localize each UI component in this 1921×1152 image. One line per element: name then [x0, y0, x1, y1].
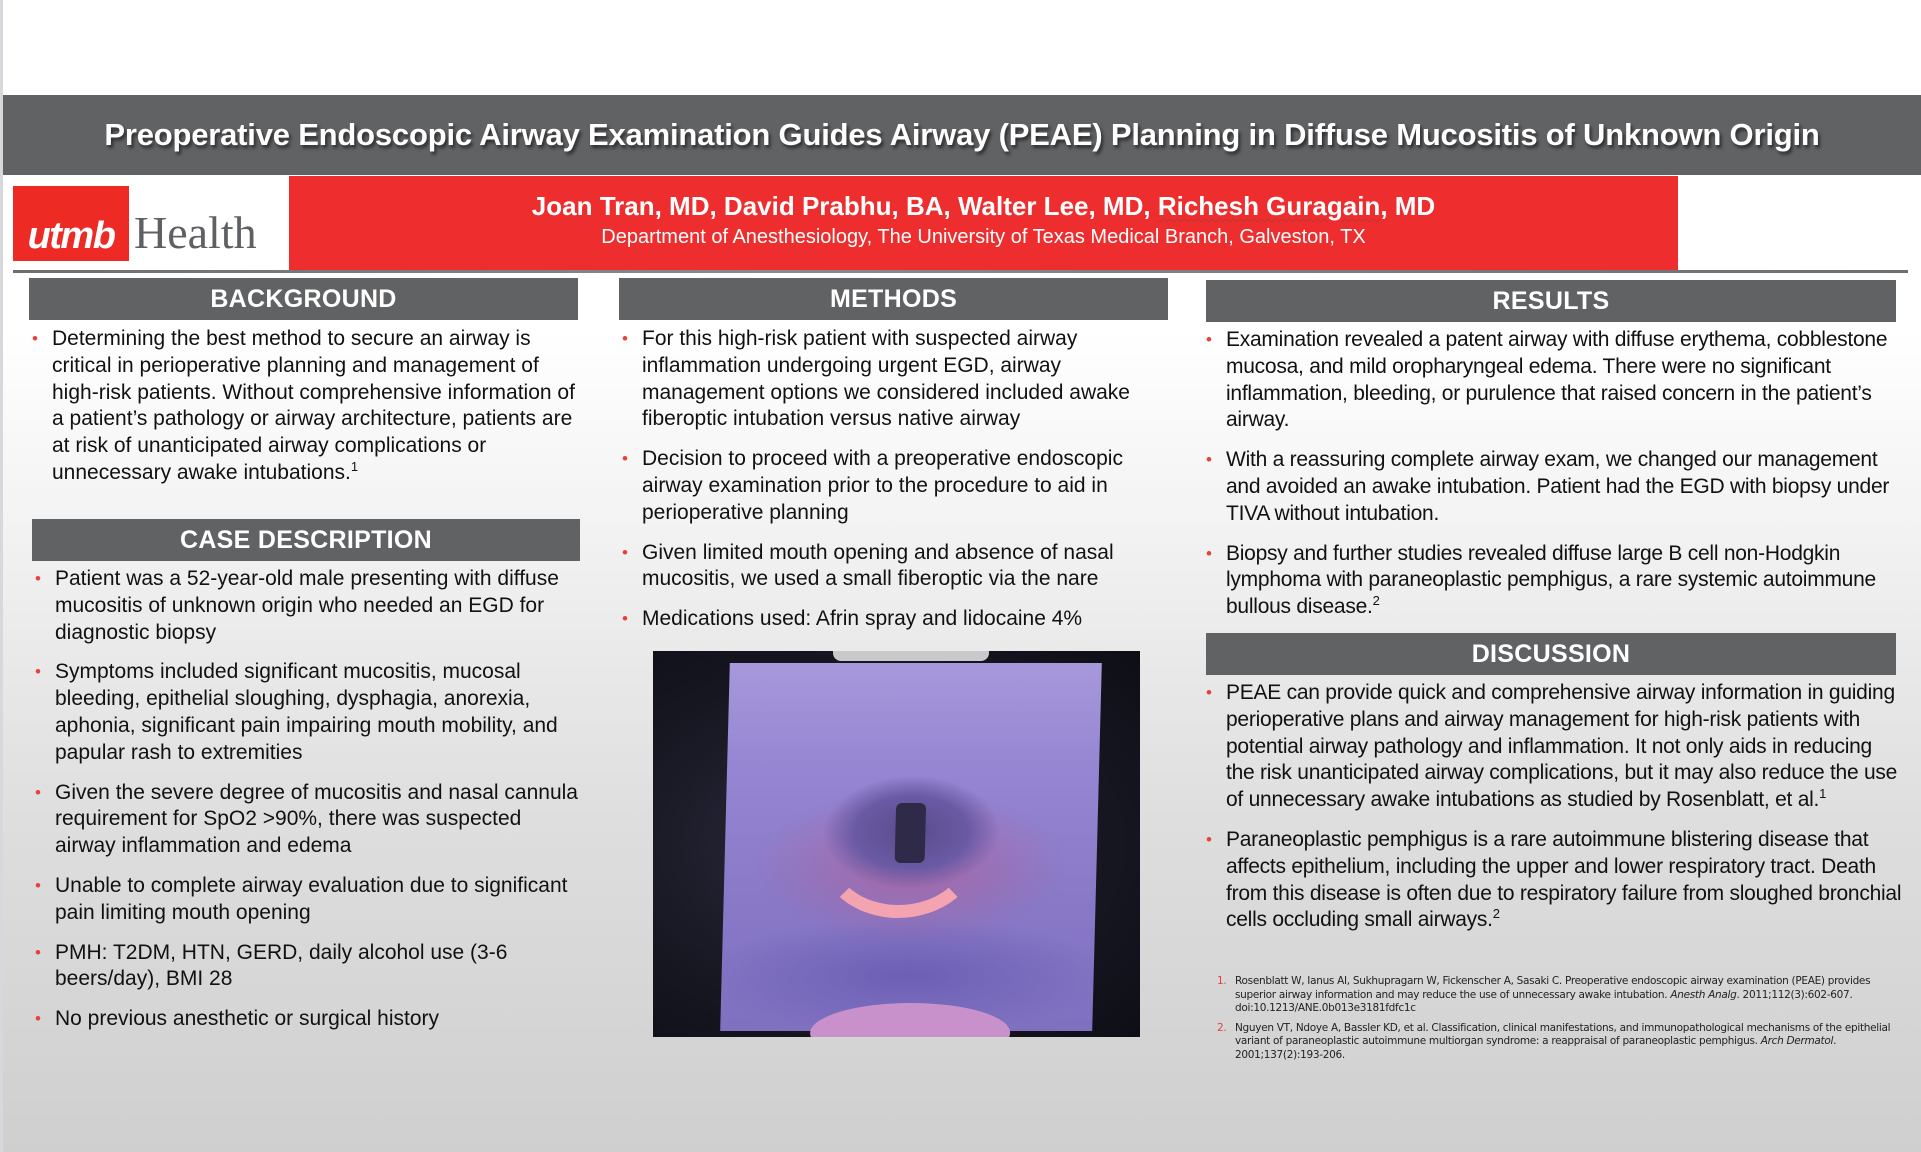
authors-band	[289, 176, 1678, 270]
reference-number: 1.	[1217, 975, 1227, 987]
utmb-logo-mark	[13, 186, 129, 261]
reference-text: Nguyen VT, Ndoye A, Bassler KD, et al. Classification, clinical manifestations, and immunopathological mechanisms of the epithelial variant of paraneoplastic autoimmune multiorgan syndrome: a reappraisal of paraneoplastic pemphigus.	[1235, 1021, 1891, 1047]
references-list	[1213, 975, 1913, 1068]
logo-health-word: Health	[134, 207, 257, 258]
list-item: • No previous anesthetic or surgical history	[34, 1006, 582, 1033]
list-item: • Decision to proceed with a preoperative endoscopic airway examination prior to the procedure to aid in perioperative planning	[621, 446, 1169, 526]
reference-details: . 2011;112(3):602-607. doi:10.1213/ANE.0b013e3181fdfc1c	[1235, 988, 1853, 1014]
section-heading: DISCUSSION	[1471, 639, 1631, 668]
list-item: • PMH: T2DM, HTN, GERD, daily alcohol use (3-6 beers/day), BMI 28	[34, 940, 582, 994]
header-divider	[13, 270, 1908, 273]
bullet-text: Paraneoplastic pemphigus is a rare autoimmune blistering disease that affects epithelium, including the upper and lower respiratory tract. Death from this disease is often due to respiratory failure from sloughed bronchial cells occluding small airways.	[1226, 827, 1902, 932]
section-heading: BACKGROUND	[210, 284, 397, 313]
background-list	[31, 326, 579, 487]
reference-text: Rosenblatt W, Ianus AI, Sukhupragarn W, Fickenscher A, Sasaki C. Preoperative endoscopic airway examination (PEAE) provides superior airway information and may reduce the use of unnecessary awake intubation.	[1235, 975, 1871, 1001]
case-description-list	[34, 566, 582, 1046]
endoscope-screen	[720, 663, 1102, 1031]
list-item: • Unable to complete airway evaluation due to significant pain limiting mouth opening	[34, 873, 582, 927]
list-item	[1205, 541, 1905, 621]
reference-details: . 2001;137(2):193-206.	[1235, 1035, 1837, 1061]
utmb-logo-text: utmb	[27, 215, 115, 257]
reference-item	[1213, 975, 1913, 1016]
list-item: • Symptoms included significant mucositis, mucosal bleeding, epithelial sloughing, dysphagia, anorexia, aphonia, significant pain impairing mouth mobility, and papular rash to extremities	[34, 659, 582, 766]
author-name-spellcheck-flagged: Richesh Guragain	[1157, 191, 1381, 221]
citation-sup: 1	[1819, 786, 1827, 802]
list-item	[1205, 327, 1905, 434]
author-names: Joan Tran, MD, David Prabhu, BA, Walter Lee, MD,	[531, 191, 1158, 221]
citation-sup: 2	[1492, 906, 1500, 922]
poster-title-band	[3, 95, 1921, 175]
methods-list	[621, 326, 1169, 646]
citation-sup: 1	[350, 458, 359, 474]
tongue-base	[809, 1003, 1011, 1037]
list-item: • Given the severe degree of mucositis and nasal cannula requirement for SpO2 >90%, there was suspected airway inflammation and edema	[34, 780, 582, 860]
section-header-methods	[619, 278, 1168, 320]
list-item: • For this high-risk patient with suspected airway inflammation undergoing urgent EGD, airway management options we considered included awake fiberoptic intubation versus native airway	[621, 326, 1169, 433]
section-header-case-description	[32, 519, 580, 561]
section-header-discussion	[1206, 633, 1896, 675]
section-header-background	[29, 278, 578, 320]
monitor-label-tab	[833, 651, 989, 661]
author-suffix: , MD	[1380, 191, 1436, 221]
bullet-text: PEAE can provide quick and comprehensive airway information in guiding perioperative plans and airway management for high-risk patients with potential airway pathology and inflammation. It not only aids in reducing the risk unanticipated airway complications, but it may also reduce the use of unnecessary awake intubations as studied by Rosenblatt, et al.	[1226, 681, 1898, 812]
reference-journal: Arch Dermatol	[1760, 1035, 1834, 1047]
discussion-list	[1205, 680, 1905, 947]
list-item	[31, 326, 579, 487]
list-item: • Patient was a 52-year-old male presenting with diffuse mucositis of unknown origin who needed an EGD for diagnostic biopsy	[34, 566, 582, 646]
list-item: • Given limited mouth opening and absence of nasal mucositis, we used a small fiberoptic via the nare	[621, 540, 1169, 594]
bullet-text: Determining the best method to secure an airway is critical in perioperative planning and management of high-risk patients. Without comprehensive information of a patient’s pathology or airway architecture, patients are at risk of unanticipated airway complications or unnecessary awake intubations.	[52, 327, 575, 484]
bullet-text: Examination revealed a patent airway with diffuse erythema, cobblestone mucosa, and mild oropharyngeal edema. There were no significant inflammation, bleeding, or purulence that raised concern in the patient’s airway.	[1226, 328, 1888, 432]
poster-title: Preoperative Endoscopic Airway Examination Guides Airway (PEAE) Planning in Diffuse Mucositis of Unknown Origin	[104, 117, 1820, 152]
list-item	[1205, 447, 1905, 527]
citation-sup: 2	[1372, 593, 1380, 609]
section-heading: CASE DESCRIPTION	[179, 525, 433, 554]
section-heading: METHODS	[829, 284, 958, 313]
reference-number: 2.	[1217, 1021, 1227, 1034]
section-heading: RESULTS	[1492, 286, 1610, 315]
bullet-text: Biopsy and further studies revealed diffuse large B cell non-Hodgkin lymphoma with paraneoplastic pemphigus, a rare systemic autoimmune bullous disease.	[1226, 541, 1876, 619]
affiliation: Department of Anesthesiology, The University of Texas Medical Branch, Galveston, TX	[601, 226, 1366, 248]
list-item	[1205, 827, 1905, 934]
results-list	[1205, 327, 1905, 634]
author-list	[289, 191, 1678, 222]
list-item	[1205, 680, 1905, 814]
endoscopy-image	[653, 651, 1140, 1037]
section-header-results	[1206, 280, 1896, 322]
reference-journal: Anesth Analg	[1670, 988, 1737, 1001]
reference-item	[1213, 1022, 1913, 1063]
list-item: • Medications used: Afrin spray and lidocaine 4%	[621, 606, 1169, 633]
bullet-text: With a reassuring complete airway exam, we changed our management and avoided an awake intubation. Patient had the EGD with biopsy under TIVA without intubation.	[1226, 448, 1890, 525]
epiglottis-rim	[818, 788, 981, 918]
